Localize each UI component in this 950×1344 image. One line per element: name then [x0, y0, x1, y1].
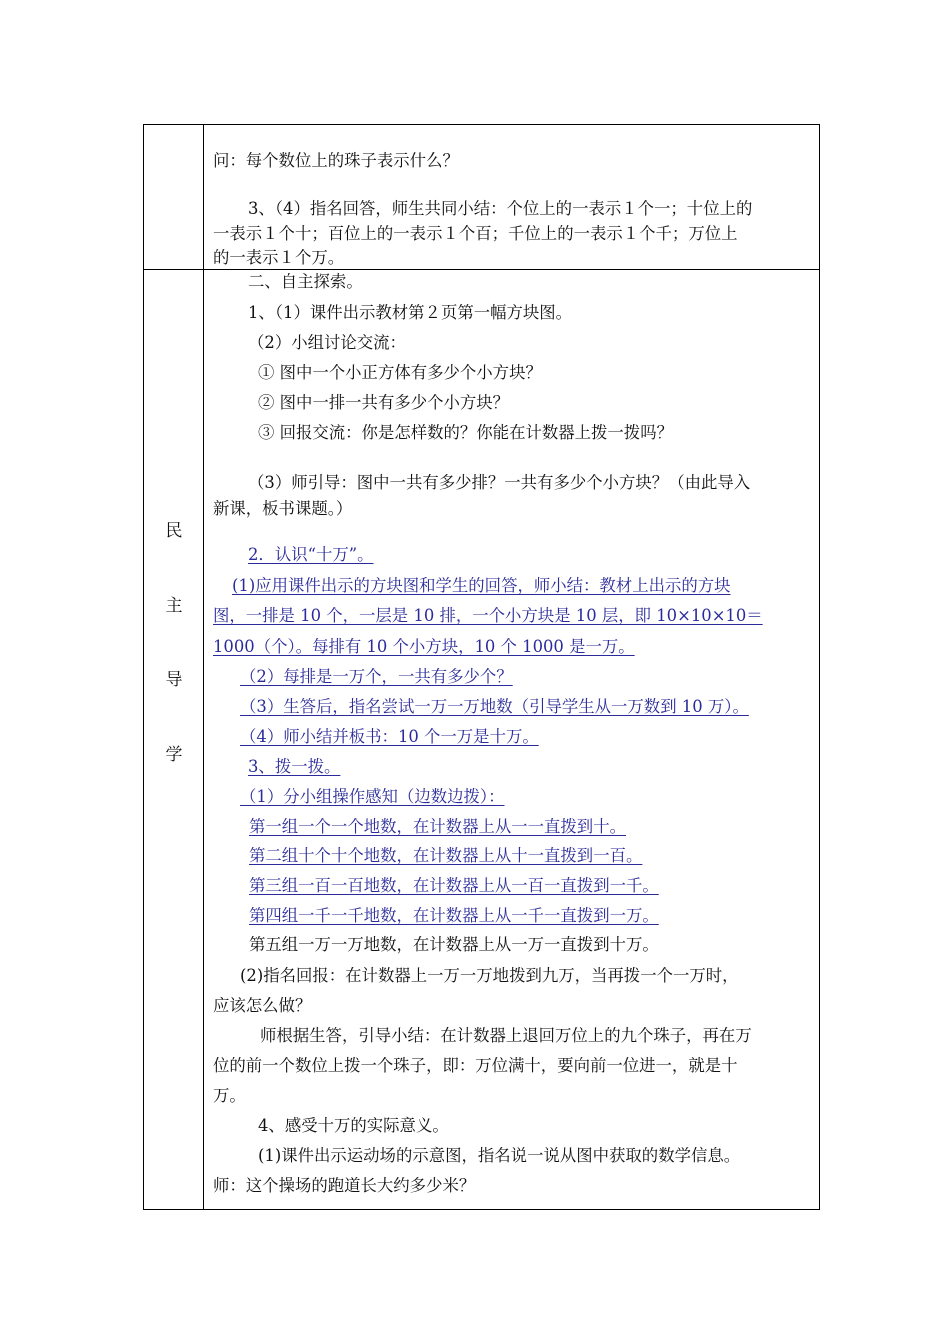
row-divider	[144, 269, 819, 270]
text-line: 师根据生答，引导小结：在计数器上退回万位上的九个珠子，再在万	[260, 1026, 752, 1045]
text-line: 问：每个数位上的珠子表示什么？	[213, 151, 459, 170]
text-line: 的一表示１个万。	[213, 248, 345, 267]
section-heading: 4、感受十万的实际意义。	[258, 1116, 449, 1135]
text-line: 1、（1）课件出示教材第２页第一幅方块图。	[248, 303, 573, 322]
section-heading: 3、拨一拨。	[248, 757, 341, 776]
side-label-char: 导	[165, 670, 183, 690]
text-line: （3）生答后，指名尝试一万一万地数（引导学生从一万数到 10 万）。	[240, 697, 749, 716]
section-heading: 二、自主探索。	[248, 272, 363, 291]
text-line: 第四组一千一千地数，在计数器上从一千一直拨到一万。	[249, 906, 659, 925]
text-line: (1)应用课件出示的方块图和学生的回答，师小结：教材上出示的方块	[232, 576, 731, 595]
section-heading: 2．认识“十万”。	[248, 545, 374, 564]
text-line: 位的前一个数位上拨一个珠子，即：万位满十，要向前一位进一，就是十	[213, 1056, 738, 1075]
text-line: (1)课件出示运动场的示意图，指名说一说从图中获取的数学信息。	[258, 1146, 741, 1165]
text-line: （2）小组讨论交流：	[248, 333, 406, 352]
text-line: 3、（4）指名回答，师生共同小结：个位上的一表示１个一；十位上的	[248, 199, 753, 218]
text-line: （4）师小结并板书：10 个一万是十万。	[240, 727, 539, 746]
text-line: 图，一排是 10 个，一层是 10 排，一个小方块是 10 层，即 10×10×10＝	[213, 606, 763, 625]
text-line: 师：这个操场的跑道长大约多少米？	[213, 1176, 476, 1195]
side-label-char: 主	[165, 596, 183, 616]
text-line: （3）师引导：图中一共有多少排？一共有多少个小方块？（由此导入	[248, 473, 751, 492]
text-line: 应该怎么做？	[213, 996, 312, 1015]
text-line: ② 图中一排一共有多少个小方块？	[258, 393, 510, 412]
text-line: 第二组十个十个地数，在计数器上从十一直拨到一百。	[249, 846, 643, 865]
text-line: （1）分小组操作感知（边数边拨）：	[240, 787, 505, 806]
text-line: 万。	[213, 1086, 246, 1105]
side-label-char: 学	[165, 745, 183, 765]
text-line: 第五组一万一万地数，在计数器上从一万一直拨到十万。	[249, 935, 659, 954]
text-line: ① 图中一个小正方体有多少个小方块？	[258, 363, 542, 382]
column-divider	[203, 125, 204, 1209]
text-line: ③ 回报交流：你是怎样数的？你能在计数器上拨一拨吗？	[258, 423, 673, 442]
text-line: （2）每排是一万个，一共有多少个？	[240, 667, 513, 686]
text-line: 第三组一百一百地数，在计数器上从一百一直拨到一千。	[249, 876, 659, 895]
text-line: (2)指名回报：在计数器上一万一万地拨到九万，当再拨一个一万时，	[240, 966, 739, 985]
text-line: 新课，板书课题。）	[213, 499, 353, 518]
text-line: 一表示１个十；百位上的一表示１个百；千位上的一表示１个千；万位上	[213, 224, 738, 243]
side-label-char: 民	[165, 521, 183, 541]
text-line: 1000（个）。每排有 10 个小方块，10 个 1000 是一万。	[213, 637, 635, 656]
text-line: 第一组一个一个地数，在计数器上从一一直拨到十。	[249, 817, 626, 836]
